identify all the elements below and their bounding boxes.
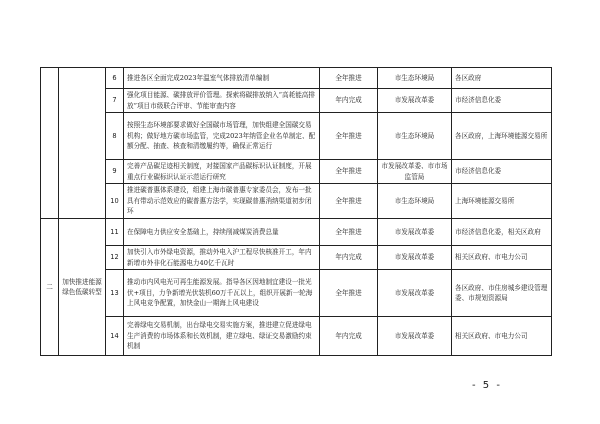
lead-unit-cell: 市生态环境局 bbox=[378, 113, 452, 160]
task-description-cell: 按照生态环境部要求做好全国碳市场管理，加快组建全国碳交易机构；做好地方碳市场监管，完成2023年纳管企业名单制定、配额分配、抽查、核查和清缴履约等，确保正常运行 bbox=[124, 113, 320, 160]
lead-unit-cell: 市发展改革委 bbox=[378, 317, 452, 356]
section-category-cell-previous bbox=[59, 68, 106, 219]
lead-unit-cell: 市生态环境局 bbox=[378, 184, 452, 219]
lead-unit-cell: 市发展改革委 bbox=[378, 219, 452, 246]
table-body bbox=[41, 68, 552, 356]
row-number-cell: 10 bbox=[106, 184, 124, 219]
task-description-cell: 加快引入市外绿电资源，推动外电入沪工程尽快核准开工，年内新增市外非化石能源电力40亿千瓦时 bbox=[124, 246, 320, 270]
table-row bbox=[41, 317, 552, 356]
lead-unit-cell: 市发展改革委 bbox=[378, 270, 452, 317]
row-number-cell: 11 bbox=[106, 219, 124, 246]
supporting-units-cell: 上海环境能源交易所 bbox=[452, 184, 552, 219]
task-description-cell: 推进各区全面完成2023年温室气体排放清单编制 bbox=[124, 68, 320, 89]
row-number-cell: 6 bbox=[106, 68, 124, 89]
lead-unit-cell: 市发展改革委 bbox=[378, 246, 452, 270]
supporting-units-cell: 市经济信息化委 bbox=[452, 160, 552, 184]
row-number-cell: 9 bbox=[106, 160, 124, 184]
completion-time-cell: 全年推进 bbox=[320, 270, 378, 317]
table-row bbox=[41, 219, 552, 246]
row-number-cell: 14 bbox=[106, 317, 124, 356]
completion-time-cell: 全年推进 bbox=[320, 68, 378, 89]
section-seq-cell-previous bbox=[41, 68, 59, 219]
completion-time-cell: 年内完成 bbox=[320, 317, 378, 356]
row-number-cell: 12 bbox=[106, 246, 124, 270]
completion-time-cell: 全年推进 bbox=[320, 219, 378, 246]
task-description-cell: 在保障电力供应安全基础上，持续削减煤炭消费总量 bbox=[124, 219, 320, 246]
supporting-units-cell: 各区政府、市住房城乡建设管理委、市规划资源局 bbox=[452, 270, 552, 317]
completion-time-cell: 年内完成 bbox=[320, 246, 378, 270]
task-description-cell: 推动市内风电光可再生能源发展。指导各区因地制宜建设一批光伏+项目，力争新增光伏装机60万千瓦以上，组织开展新一轮海上风电竞争配置，加快金山一期海上风电建设 bbox=[124, 270, 320, 317]
table-row bbox=[41, 246, 552, 270]
completion-time-cell: 全年推进 bbox=[320, 113, 378, 160]
table-row bbox=[41, 160, 552, 184]
supporting-units-cell: 相关区政府、市电力公司 bbox=[452, 246, 552, 270]
table-row bbox=[41, 184, 552, 219]
row-number-cell: 13 bbox=[106, 270, 124, 317]
supporting-units-cell: 相关区政府、市电力公司 bbox=[452, 317, 552, 356]
row-number-cell: 8 bbox=[106, 113, 124, 160]
table-row bbox=[41, 89, 552, 113]
table-row bbox=[41, 68, 552, 89]
supporting-units-cell: 各区政府，上海环境能源交易所 bbox=[452, 113, 552, 160]
lead-unit-cell: 市发展改革委 bbox=[378, 89, 452, 113]
lead-unit-cell: 市生态环境局 bbox=[378, 68, 452, 89]
completion-time-cell: 全年推进 bbox=[320, 184, 378, 219]
table-row bbox=[41, 270, 552, 317]
task-description-cell: 强化项目能源、碳排放评价管理。探索将碳排放纳入“高耗能高排放”项目市级联合评审、节能审查内容 bbox=[124, 89, 320, 113]
completion-time-cell: 年内完成 bbox=[320, 89, 378, 113]
task-description-cell: 推进碳普惠体系建设，组建上海市碳普惠专家委员会，发布一批具有带动示范效应的碳普惠方法学，实现碳普惠消纳渠道初步闭环 bbox=[124, 184, 320, 219]
lead-unit-cell: 市发展改革委、市市场监管局 bbox=[378, 160, 452, 184]
task-description-cell: 完善产品碳足迹相关制度，对接国家产品碳标识认证制度，开展重点行业碳标识认证示范运行研究 bbox=[124, 160, 320, 184]
row-number-cell: 7 bbox=[106, 89, 124, 113]
completion-time-cell: 全年推进 bbox=[320, 160, 378, 184]
supporting-units-cell: 市经济信息化委，相关区政府 bbox=[452, 219, 552, 246]
supporting-units-cell: 市经济信息化委 bbox=[452, 89, 552, 113]
supporting-units-cell: 各区政府 bbox=[452, 68, 552, 89]
task-table bbox=[40, 67, 552, 356]
table-row bbox=[41, 113, 552, 160]
section-seq-cell: 二 bbox=[41, 219, 59, 356]
task-description-cell: 完善绿电交易机制，出台绿电交易实施方案，推进建立促进绿电生产消费的市场体系和长效机制，建立绿电、绿证交易激励约束机制 bbox=[124, 317, 320, 356]
page-number: - 5 - bbox=[472, 380, 502, 391]
section-category-cell: 加快推进能源绿色低碳转型 bbox=[59, 219, 106, 356]
